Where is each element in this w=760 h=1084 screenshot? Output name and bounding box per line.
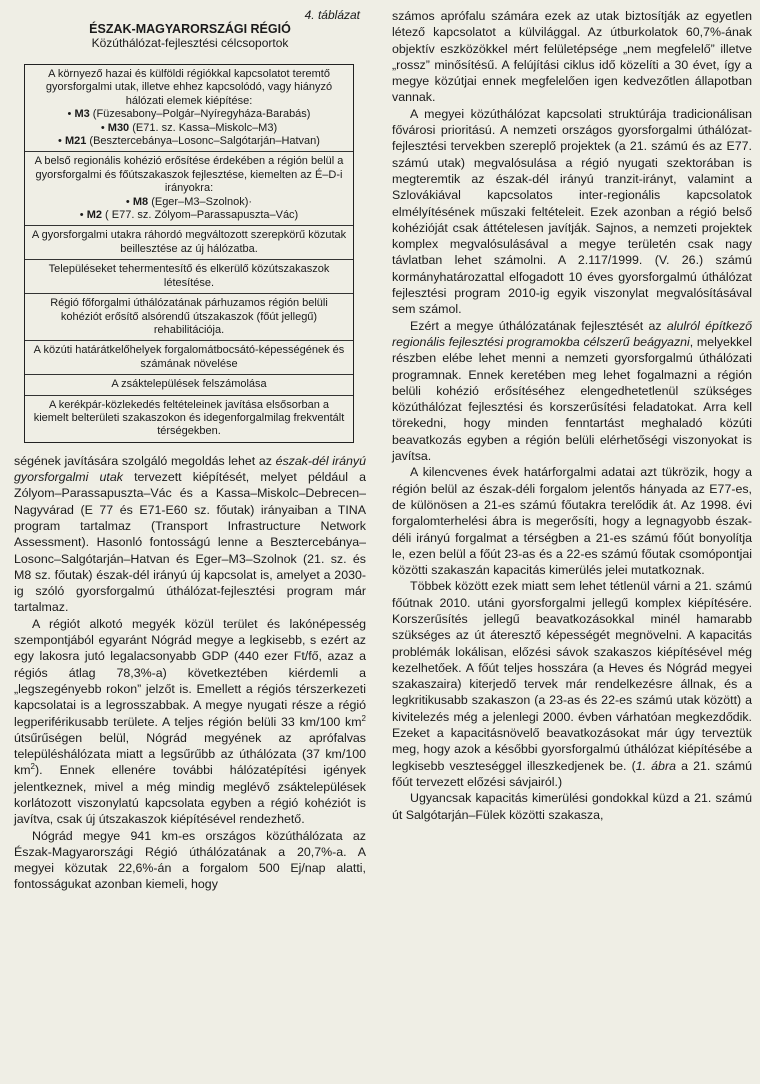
table-row: A kerékpár-közlekedés feltételeinek javítása elsősorban a kiemelt belterületi szakaszokon és idegenforgalmilag frekventált térségekben. [33,398,345,438]
table-row: A zsáktelepülések felszámolása [25,375,353,395]
paragraph: A kilencvenes évek határforgalmi adatai azt tükrözik, hogy a régión belül az észak-déli forgalom jelentős hányada az E77-es, de különösen a 21-es számú főutakra terelődik át. Az 1998. évi forgalomterhelési ábra is megerősíti, hogy a legnagyobb észak-déli irányú forgalmat a térségben a 21-es számú főút bonyolítja le, ezen belül a főút 23-as és a 22-es számú főutak csomópontjai közötti szakaszán kapacitás kimerülés jelei mutatkoznak. [392,465,752,578]
table-row-item: • M8 (Eger–M3–Szolnok)· [125,195,253,208]
paragraph: számos aprófalu számára ezek az utak biztosítják az egyetlen létező kapcsolatot a külvilággal. Az útburkolatok 60,7%-ának objektív eszközökkel mért felületépsége „nem megfelelő” illetve „rossz” minősítésű. A felújítási ciklus idő közelíti a 30 évet, így a megye közútjai ennek megfelelően igen kedvezőtlen állapotban vannak. [392,9,752,105]
left-column [14,8,366,893]
development-goals-table [24,64,354,443]
paragraph: A régiót alkotó megyék közül terület és lakónépesség szempontjából egyaránt Nógrád megye a legkisebb, s ezért az egy lakosra jutó legalacsonyabb GDP (440 ezer Ft/fő, azaz a régiós átlag 78,3%-a) következtében kiérdemli a „legszegényebb rokon” jelzőt is. Emellett a régiós térszerkezeti kapcsolatai is a legrosszabbak. A megye nyugati része a régió legperiférikusabb területe. A teljes régión belüli 33 km/100 $km^2$ útsűrűségen belül, Nógrád megyének az aprófalvas településhálózata miatt a legsűrűbb az úthálózata (37 km/100 $km^2$). Ennek ellenére további hálózatépítési igények jelentkeznek, mivel a még mindig meglévő zsáktelepülések korlátozott viszonylatú kapcsolata egyben a régió kohéziót is javítva, csak új útszakaszok kiépítésével rendezhető. [14,616,366,827]
paragraph: Ezért a megye úthálózatának fejlesztését az alulról építkező regionális fejlesztési programokba célszerű beágyazni, melyekkel részben elébe lehet menni a nemzeti gyorsforgalmú úthálózati programnak. Ennek keretében meg lehet fogalmazni a régión belüli kohézió erősítéséhez elengedhetetlenül szükséges közúthálózat fejlesztési és korszerűsítési feladatokat. Arra kell törekedni, hogy minden fenntartást meghaladó közúti beavatkozás egyben a régión belüli elérhetőségi viszonyokat is javítsa. [392,318,752,464]
paragraph: Nógrád megye 941 km-es országos közúthálózata az Észak-Magyarországi Régió úthálózatának a 20,7%-a. A megyei közutak 22,6%-án a forgalom 500 Ej/nap alatti, fontosságukat azonban kiemeli, hogy [14,828,366,892]
table-title: ÉSZAK-MAGYARORSZÁGI RÉGIÓ [89,22,291,36]
table-row-item: • M2 ( E77. sz. Zólyom–Parassapuszta–Vác) [79,209,299,222]
table-row-item: • M30 (E71. sz. Kassa–Miskolc–M3) [100,121,278,134]
table-row-item: • M21 (Besztercebánya–Losonc–Salgótarján–Hatvan) [58,135,320,148]
paragraph: ségének javítására szolgáló megoldás lehet az észak-dél irányú gyorsforgalmi utak tervezett kiépítését, melyet például a Zólyom–Parassapuszta–Vác és a Kassa–Miskolc–Debrecen–Nagyvárad (E 77 és E71-E60 sz. főutak) irányaiban a TINA program tartalmaz (Transport Infrastructure Network Assessment). Hasonló fontosságú lenne a Besztercebánya–Losonc–Salgótarján–Hatvan és Eger–M3–Szolnok (21. sz. és M8 sz. főutak) észak-dél irányú új kapcsolat is, amelyet a 2030-ig szóló gyorsforgalmú úthálózat-fejlesztési program már tartalmaz. [14,453,366,615]
table-row-item: • M3 (Füzesabony–Polgár–Nyíregyháza-Barabás) [67,108,311,121]
right-body-text [392,8,752,823]
paragraph: Ugyancsak kapacitás kimerülési gondokkal küzd a 21. számú út Salgótarján–Fülek közötti szakasza, [392,791,752,822]
table-subtitle: Közúthálózat-fejlesztési célcsoportok [91,36,289,50]
right-column [392,8,752,823]
table-row: Településeket tehermentesítő és elkerülő közútszakaszok létesítése. [25,260,353,294]
left-body-text [14,453,366,893]
table-row: A belső regionális kohézió erősítése érdekében a régión belül a gyorsforgalmi és főútszakaszok fejlesztése, kiemelten az É–D-i irányokra: • M8 (Eger–M3–Szolnok)· • M2 ( E77. sz. Zólyom–Parassapuszta–Vác) [25,152,353,226]
table-row: A közúti határátkelőhelyek forgalomátbocsátó-képességének és számának növelése [25,341,353,375]
paragraph: Többek között ezek miatt sem lehet tétlenül várni a 21. számú főútnak 2010. utáni gyorsforgalmi jellegű komplex kiépítésére. Korszerűsítés jellegű beavatkozásokkal minél hamarabb szükséges az út áteresztő képességét megnövelni. A kapacitás problémák lokálisan, előzési sávok szakaszos kiépítésével még kezelhetőek. A főút teljes hosszára (a Heves és Nógrád megyei szakaszaira) kiterjedő tervek már rendelkezésre állnak, és a legkritikusabb szakaszon (a 23-as és 22-es számú utak között) a kivitelezés még a jelenlegi 2000. évben várhatóan megkezdődik. Ezeket a kapacitásnövelő beavatkozásokat már úgy terveztük meg, hogy azok a későbbi gyorsforgalmú úthálózat kiépítésébe a legkisebb veszteséggel illeszkedjenek be. (1. ábra a 21. számú főút tervezett előzési sávjairól.) [392,579,752,789]
table-row: A gyorsforgalmi utakra ráhordó megváltozott szerepkörű közutak beillesztése az új hálózatba. [25,226,353,260]
paragraph: A megyei közúthálózat kapcsolati struktúrája tradicionálisan fővárosi prioritású. A nemzeti országos gyorsforgalmi úthálózat-fejlesztési tervekben szereplő projektek (a 21. számú és az E77. számú utak) megvalósulása a régió nyugati szektorában is megteremtik az észak-dél irányú tranzit-irányt, valamint a Szlovákiával kapcsolatos inter-regionális kapcsolatok elmélyítésének műszaki feltételeit. Ezek azonban a régió belső kohézióját csak áttételesen javítják. Sajnos, a nemzeti projektek komplex megvalósulásával a megye területén csak nagy távlatban lehet számolni. A 2.117/1999. (V. 26.) számú kormányhatározattal elfogadott 10 éves gyorsforgalmú úthálózat fejlesztési program 2010-ig egyik viszonylat megvalósításával sem számol. [392,106,752,317]
table-row: A környező hazai és külföldi régiókkal kapcsolatot teremtő gyorsforgalmi utak, illetve ehhez kapcsolódó, vagy hiányzó hálózati elemek kiépítése: • M3 (Füzesabony–Polgár–Nyíregyháza-Barabás) • M30 (E71. sz. Kassa–Miskolc–M3) • M21 (Besztercebánya–Losonc–Salgótarján–Hatvan) [25,65,353,152]
table-row: Régió főforgalmi úthálózatának párhuzamos régión belüli kohéziót erősítő alsórendű útszakaszok (főút jellegű) rehabilitációja. [25,294,353,341]
table-number: 4. táblázat [304,8,360,22]
